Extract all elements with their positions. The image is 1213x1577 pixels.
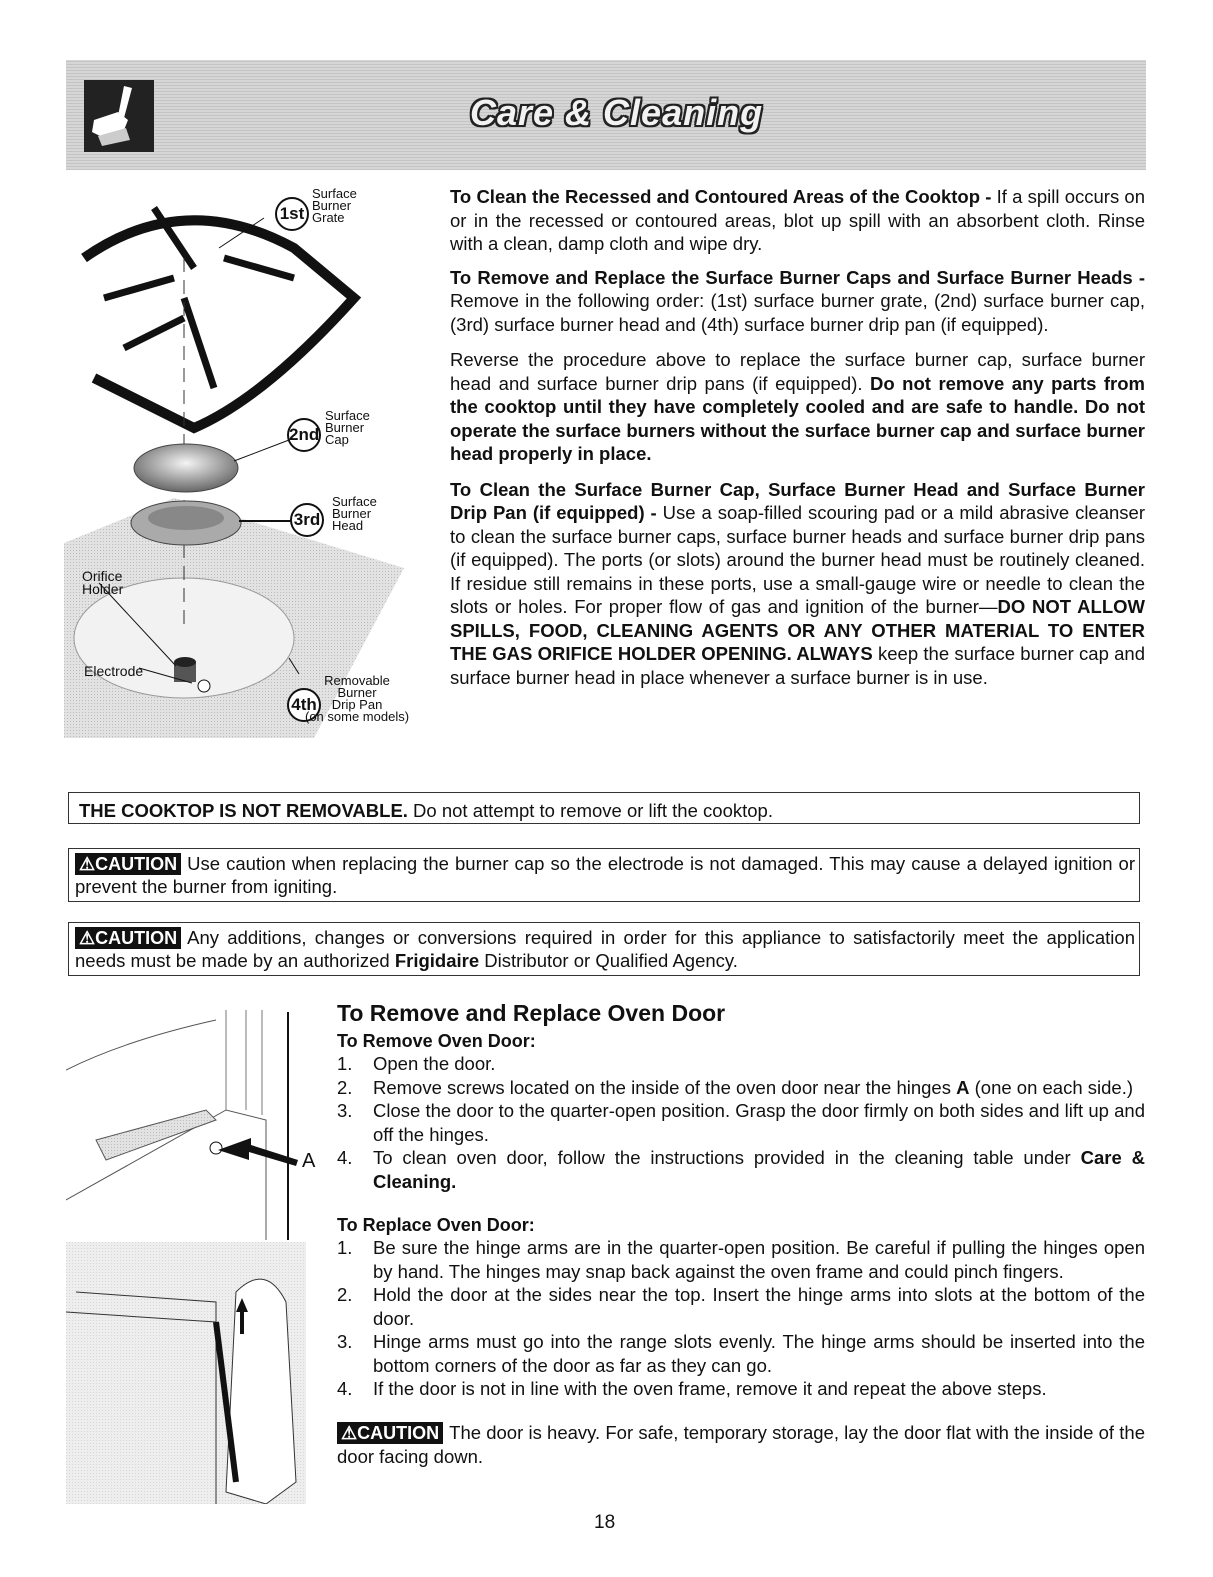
step-item: 3. Close the door to the quarter-open position. Grasp the door firmly on both sides and lift up and off the hinges. [337,1100,1145,1145]
conversions-caution: ⚠CAUTION Any additions, changes or conversions required in order for this appliance to satisfactorily meet the application needs must be made by an authorized Frigidaire Distributor or Qualified Agency. [68,922,1140,976]
page-title: Care & Cleaning [470,92,764,133]
remove-door-subheading: To Remove Oven Door: [337,1031,536,1051]
page-number: 18 [594,1512,616,1533]
burner-cap-caution: ⚠CAUTION Use caution when replacing the burner cap so the electrode is not damaged. This may cause a delayed ignition or prevent the burner from igniting. [68,848,1140,902]
step-4th-badge: 4th [287,688,321,722]
not-removable-notice: THE COOKTOP IS NOT REMOVABLE. Do not attempt to remove or lift the cooktop. [68,792,1140,824]
caution-badge: ⚠CAUTION [337,1422,443,1444]
step-item: 4. To clean oven door, follow the instructions provided in the cleaning table under Care & Cleaning. [337,1147,1145,1192]
step-2nd-badge: 2nd [287,418,321,452]
label-surface-burner-head: Surface Burner Head [332,494,377,533]
step-1st-badge: 1st [275,197,309,231]
caution-badge: ⚠CAUTION [75,927,181,949]
step-item: 4. If the door is not in line with the oven frame, remove it and repeat the above steps. [337,1378,1047,1399]
oven-door-hinge-diagram [66,1000,326,1240]
cleaning-hand-icon [84,80,154,152]
step-item: 1. Open the door. [337,1053,496,1074]
burner-parts-diagram [64,178,434,738]
oven-door-section [337,1000,1145,1469]
warning-triangle-icon: ⚠ [79,854,96,874]
caution-badge: ⚠CAUTION [75,853,181,875]
step-item: 3. Hinge arms must go into the range slots evenly. The hinge arms should be inserted into the bottom corners of the door as far as they can go. [337,1331,1145,1376]
replace-door-subheading: To Replace Oven Door: [337,1215,535,1235]
label-electrode: Electrode [84,663,144,679]
step-item: 2. Remove screws located on the inside of the oven door near the hinges A (one on each side.) [337,1076,1134,1098]
oven-door-heading: To Remove and Replace Oven Door [337,1000,726,1026]
label-orifice-holder: Orifice Holder [82,568,124,597]
cooktop-instructions [450,185,1145,689]
label-surface-burner-cap: Surface Burner Cap [325,408,370,447]
oven-door-replace-diagram [66,1242,326,1504]
remove-door-steps [337,1052,1145,1193]
warning-triangle-icon: ⚠ [79,928,96,948]
reverse-procedure-paragraph: Reverse the procedure above to replace the surface burner cap, surface burner head and surface burner drip pans (if equipped). Do not remove any parts from the cooktop until they have completely cooled and are safe to handle. Do not operate the surface burners without the surface burner cap and surface burner head properly in place. [450,349,1146,464]
heavy-door-caution: ⚠CAUTION The door is heavy. For safe, temporary storage, lay the door flat with the inside of the door facing down. [337,1421,1145,1467]
clean-drip-pan-paragraph: To Clean the Surface Burner Cap, Surface Burner Head and Surface Burner Drip Pan (if equipped) - Use a soap-filled scouring pad or a mild abrasive cleanser to clean the surface burner caps, surface burner heads and surface burner drip pans (if equipped). The ports (or slots) around the burner head must be routinely cleaned. If residue still remains in these ports, use a small-gauge wire or needle to clean the slots or holes. For proper flow of gas and ignition of the burner—DO NOT ALLOW SPILLS, FOOD, CLEANING AGENTS OR ANY OTHER MATERIAL TO ENTER THE GAS ORIFICE HOLDER OPENING. ALWAYS keep the surface burner cap and surface burner head in place whenever a surface burner is in use. [450,478,1146,688]
recessed-areas-paragraph: To Clean the Recessed and Contoured Areas of the Cooktop - If a spill occurs on or in the recessed or contoured areas, blot up spill with an absorbent cloth. Rinse with a clean, damp cloth and wipe dry. [450,186,1145,254]
label-removable-drip-pan: Removable Burner Drip Pan (on some models) [305,673,410,724]
step-item: 2. Hold the door at the sides near the top. Insert the hinge arms into slots at the bottom of the door. [337,1284,1145,1329]
burner-caps-paragraph: To Remove and Replace the Surface Burner Caps and Surface Burner Heads - Remove in the following order: (1st) surface burner grate, (2nd) surface burner cap, (3rd) surface burner head and (4th) surface burner drip pan (if equipped). [450,266,1145,335]
warning-triangle-icon: ⚠ [341,1422,358,1443]
hinge-label-a: A [302,1150,316,1172]
step-item: 1. Be sure the hinge arms are in the quarter-open position. Be careful if pulling the hinges open by hand. The hinges may snap back against the oven frame and could pinch fingers. [337,1237,1145,1282]
step-3rd-badge: 3rd [290,503,324,537]
replace-door-steps [337,1236,1145,1401]
label-surface-burner-grate: Surface Burner Grate [312,186,357,225]
